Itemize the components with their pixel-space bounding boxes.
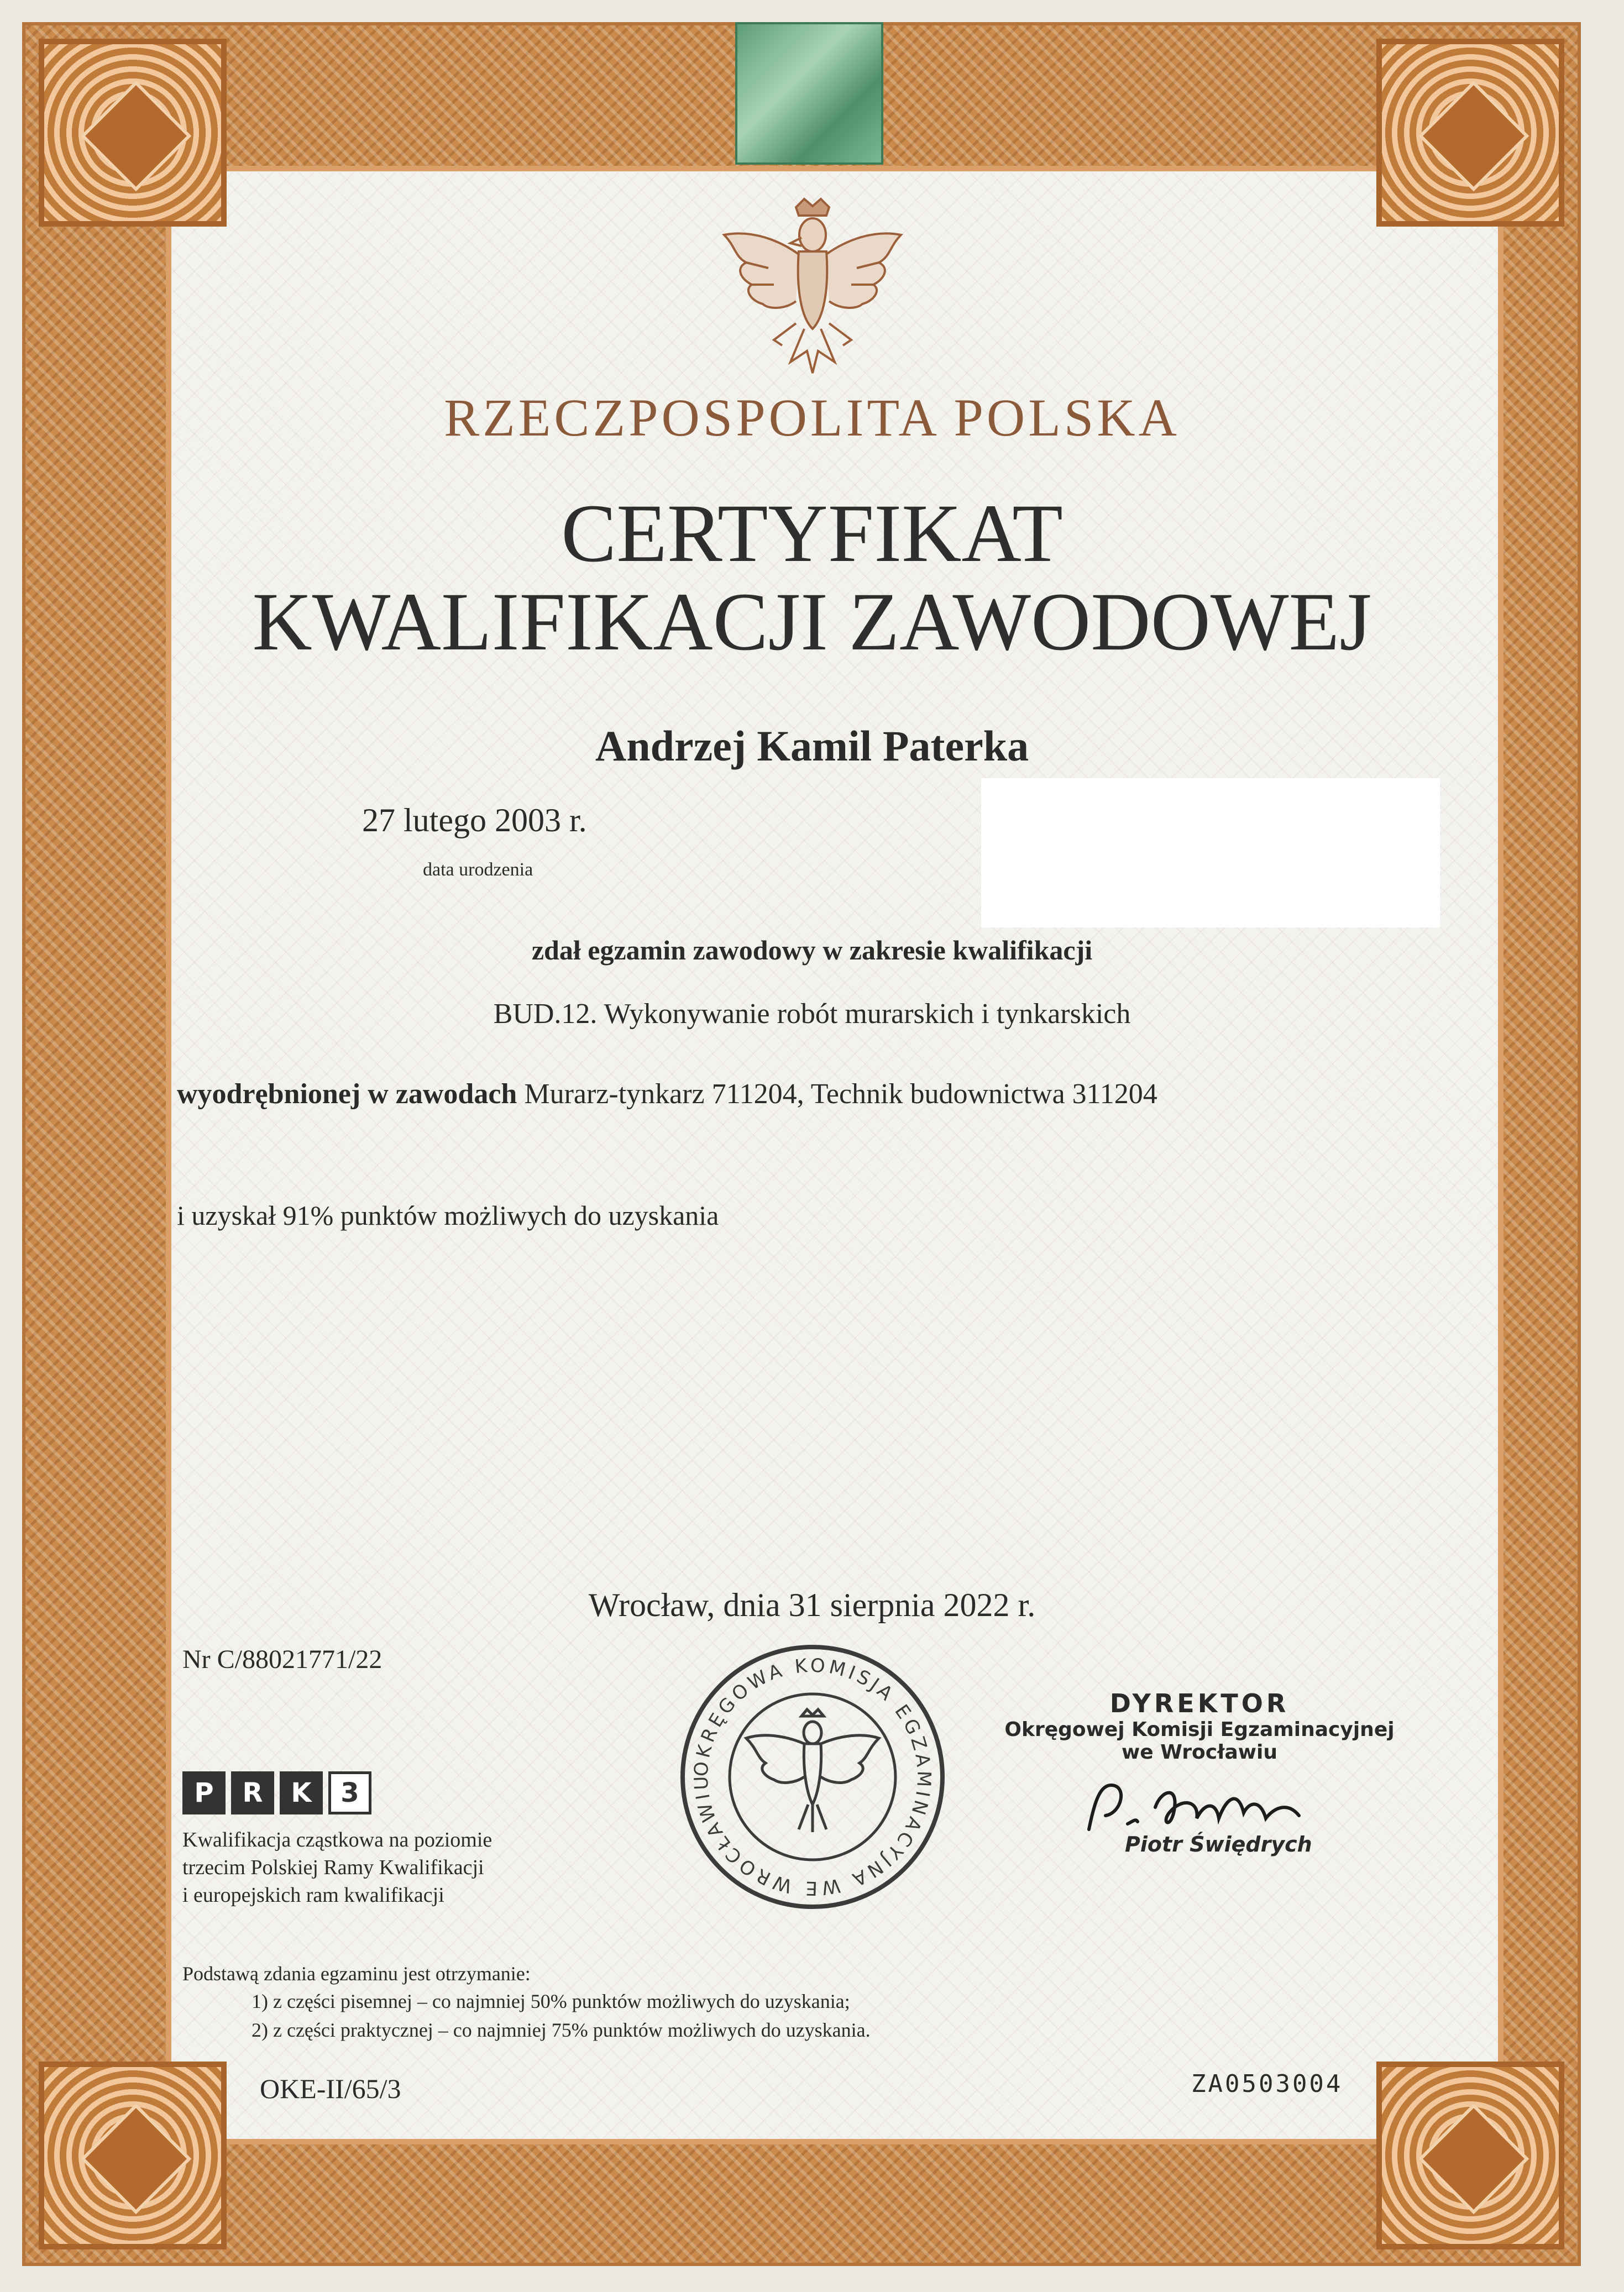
director-role: DYREKTOR xyxy=(1109,1688,1290,1718)
prk-level: 3 xyxy=(328,1771,371,1814)
official-seal-stamp xyxy=(674,1639,951,1915)
director-office-line1: Okręgowej Komisji Egzaminacyjnej xyxy=(1004,1718,1395,1741)
professions-value: Murarz-tynkarz 711204, Technik budownictwa 311204 xyxy=(524,1078,1157,1110)
corner-ornament-bottom-left xyxy=(39,2062,227,2249)
prk-badge xyxy=(182,1771,377,1814)
professions-label: wyodrębnionej w zawodach xyxy=(177,1078,517,1110)
corner-ornament-top-left xyxy=(39,39,227,227)
requirements-item1: 1) z części pisemnej – co najmniej 50% punktów możliwych do uzyskania; xyxy=(252,1990,850,2012)
certificate-number: Nr C/88021771/22 xyxy=(182,1645,383,1674)
prk-text-line1: Kwalifikacja cząstkowa na poziomie xyxy=(182,1828,493,1852)
serial-number: ZA0503004 xyxy=(1191,2070,1343,2098)
requirements-intro: Podstawą zdania egzaminu jest otrzymanie: xyxy=(182,1963,531,1985)
issue-place-date: Wrocław, dnia 31 sierpnia 2022 r. xyxy=(588,1587,1036,1623)
country-name: RZECZPOSPOLITA POLSKA xyxy=(444,388,1180,447)
qualification-name: BUD.12. Wykonywanie robót murarskich i tynkarskich xyxy=(493,998,1131,1030)
security-hologram xyxy=(735,22,883,165)
redaction-box xyxy=(981,778,1440,927)
certificate-title-line2: KWALIFIKACJI ZAWODOWEJ xyxy=(252,576,1372,668)
director-office-line2: we Wrocławiu xyxy=(1122,1741,1277,1764)
prk-letter-k: K xyxy=(280,1771,323,1814)
seal-ring-text: OKRĘGOWA KOMISJA EGZAMINACYJNA WE WROCŁAWIU xyxy=(690,1654,935,1900)
birth-date-label: data urodzenia xyxy=(423,859,533,880)
corner-ornament-top-right xyxy=(1376,39,1564,227)
certificate-title-line1: CERTYFIKAT xyxy=(561,487,1063,579)
prk-text-line3: i europejskich ram kwalifikacji xyxy=(182,1884,444,1907)
birth-date: 27 lutego 2003 r. xyxy=(362,802,587,838)
director-block xyxy=(1000,1688,1398,1764)
exam-passed-text: zdał egzamin zawodowy w zakresie kwalifikacji xyxy=(531,935,1093,966)
score-text: i uzyskał 91% punktów możliwych do uzyskania xyxy=(177,1200,719,1231)
corner-ornament-bottom-right xyxy=(1376,2062,1564,2249)
signer-name: Piotr Świędrych xyxy=(1125,1832,1312,1856)
seal-eagle-icon xyxy=(746,1709,879,1832)
prk-text-line2: trzecim Polskiej Ramy Kwalifikacji xyxy=(182,1856,484,1879)
handwritten-signature xyxy=(1078,1769,1310,1840)
requirements-item2: 2) z części praktycznej – co najmniej 75% punktów możliwych do uzyskania. xyxy=(252,2019,871,2041)
form-code: OKE-II/65/3 xyxy=(260,2073,401,2104)
holder-name: Andrzej Kamil Paterka xyxy=(595,722,1029,770)
professions-line xyxy=(177,1078,1157,1110)
prk-letter-r: R xyxy=(231,1771,274,1814)
polish-eagle-emblem-icon xyxy=(713,196,912,379)
prk-letter-p: P xyxy=(182,1771,226,1814)
